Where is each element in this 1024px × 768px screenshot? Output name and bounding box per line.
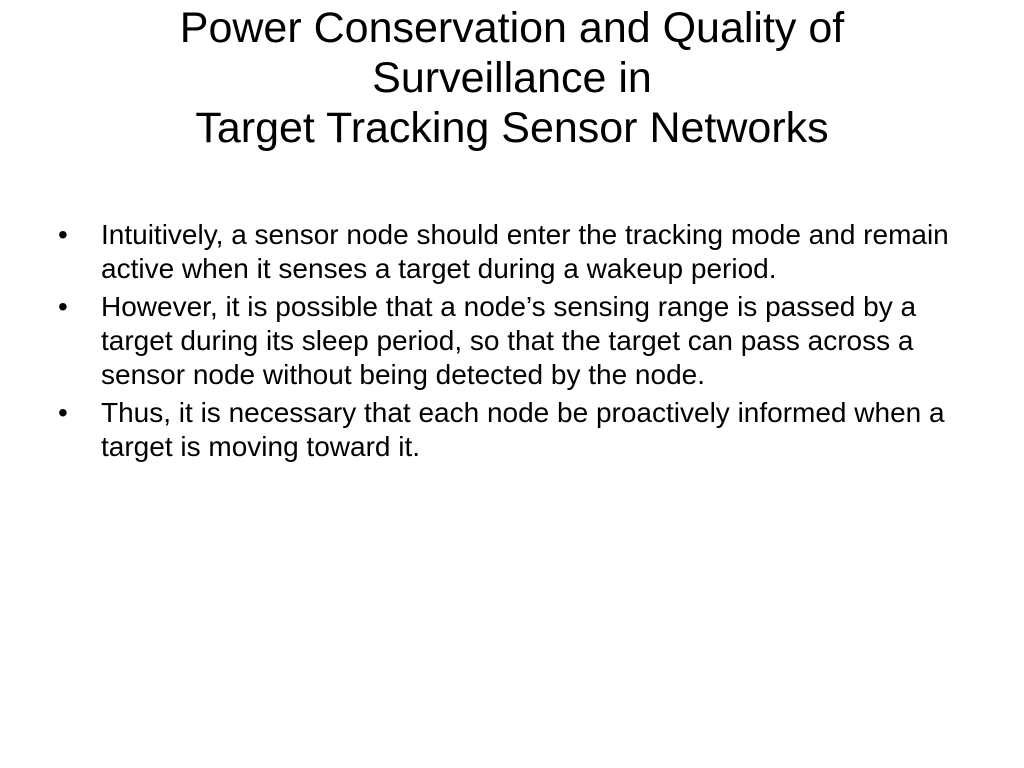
bullet-marker: • bbox=[58, 397, 68, 428]
bullet-item bbox=[56, 218, 976, 286]
bullet-item bbox=[56, 290, 976, 392]
bullet-item bbox=[56, 396, 976, 464]
slide-title-line: Target Tracking Sensor Networks bbox=[195, 104, 829, 152]
slide-title-line: Power Conservation and Quality of bbox=[179, 4, 845, 52]
bullet-list bbox=[56, 218, 976, 468]
bullet-marker: • bbox=[58, 291, 68, 322]
bullet-marker: • bbox=[58, 219, 68, 250]
slide-title-line: Surveillance in bbox=[372, 54, 652, 102]
slide-title bbox=[40, 3, 984, 153]
bullet-text: Intuitively, a sensor node should enter the tracking mode and remain active when it senses a target during a wakeup period. bbox=[101, 219, 949, 284]
bullet-text: Thus, it is necessary that each node be proactively informed when a target is moving toward it. bbox=[101, 397, 945, 462]
bullet-text: However, it is possible that a node’s sensing range is passed by a target during its sleep period, so that the target can pass across a sensor node without being detected by the node. bbox=[101, 291, 917, 390]
